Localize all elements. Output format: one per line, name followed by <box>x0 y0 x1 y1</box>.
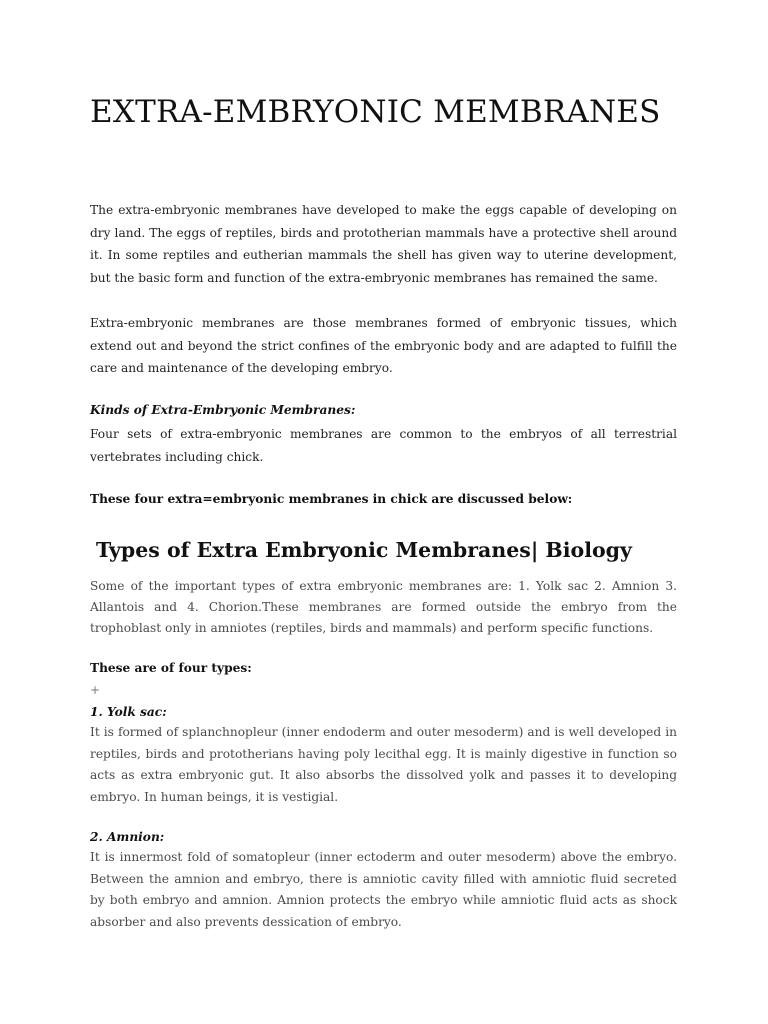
document-title: EXTRA-EMBRYONIC MEMBRANES <box>90 94 661 130</box>
kinds-paragraph: Four sets of extra-embryonic membranes are common to the embryos of all terrestrial vertebrates including chick. <box>90 427 677 464</box>
yolk-sac-paragraph: It is formed of splanchnopleur (inner endoderm and outer mesoderm) and is well developed in reptiles, birds and prototherians having poly lecithal egg. It is mainly digestive in function so acts as extra embryonic gut. It also absorbs the dissolved yolk and passes it to developing embryo. In human beings, it is vestigial. <box>90 725 677 804</box>
kinds-heading: Kinds of Extra-Embryonic Membranes: <box>90 403 356 417</box>
yolk-sac-heading: 1. Yolk sac: <box>90 705 167 719</box>
types-paragraph: Some of the important types of extra embryonic membranes are: 1. Yolk sac 2. Amnion 3. Allantois and 4. Chorion.These membranes are formed outside the embryo from the trophoblast only in amniotes (reptiles, birds and mammals) and perform specific functions. <box>90 579 677 635</box>
amnion-heading: 2. Amnion: <box>90 830 165 844</box>
amnion-paragraph: It is innermost fold of somatopleur (inner ectoderm and outer mesoderm) above the embryo. Between the amnion and embryo, there is amniotic cavity filled with amniotic fluid secreted by both embryo and amnion. Amnion protects the embryo while amniotic fluid acts as shock absorber and also prevents dessication of embryo. <box>90 850 677 929</box>
plus-mark: + <box>90 683 101 697</box>
intro-paragraph-2: Extra-embryonic membranes are those membranes formed of embryonic tissues, which extend out and beyond the strict confines of the embryonic body and are adapted to fulfill the care and maintenance of the developing embryo. <box>90 316 677 375</box>
discussed-heading: These four extra=embryonic membranes in chick are discussed below: <box>90 492 573 506</box>
intro-paragraph-1: The extra-embryonic membranes have developed to make the eggs capable of developing on dry land. The eggs of reptiles, birds and prototherian mammals have a protective shell around it. In some reptiles and eutherian mammals the shell has given way to uterine development, but the basic form and function of the extra-embryonic membranes has remained the same. <box>90 203 677 285</box>
types-section-title: Types of Extra Embryonic Membranes| Biology <box>96 538 632 562</box>
four-types-heading: These are of four types: <box>90 661 252 675</box>
